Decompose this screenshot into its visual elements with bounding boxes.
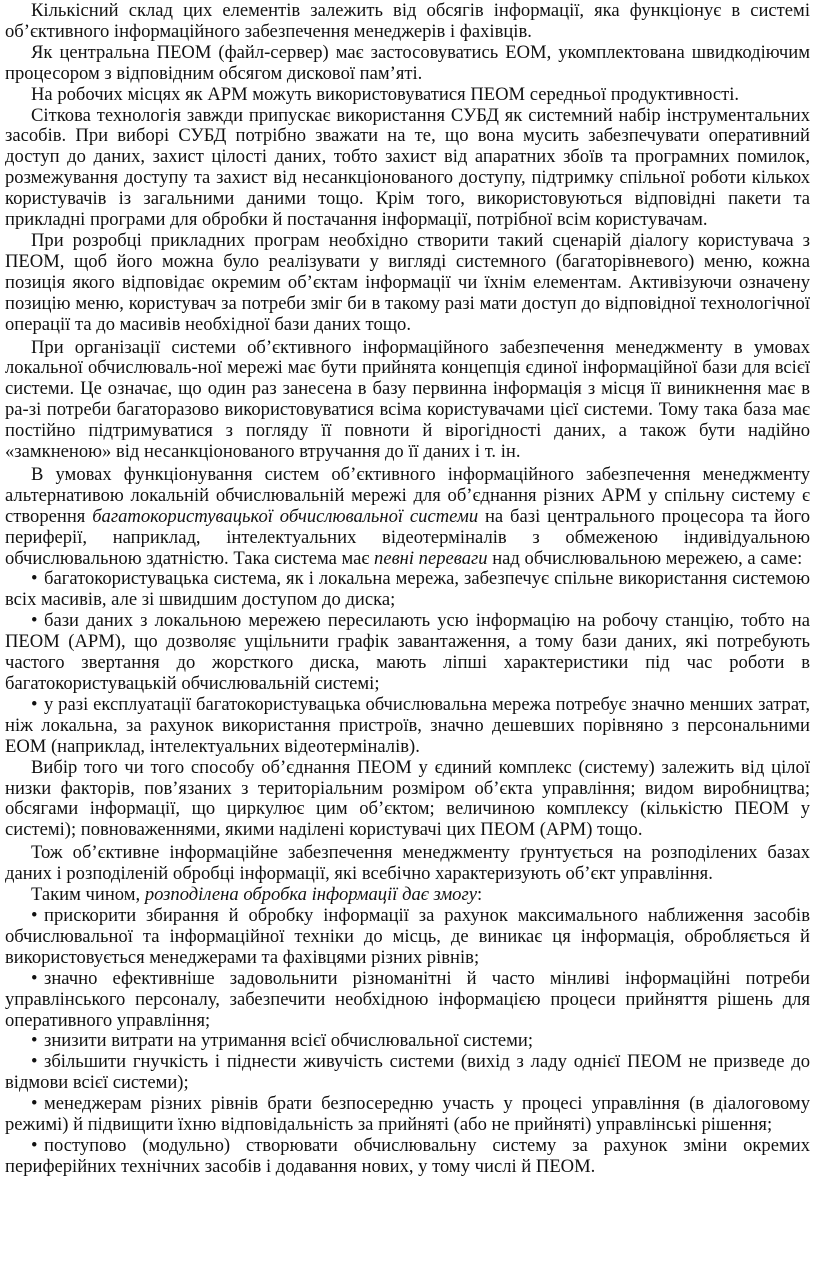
- bullet-item: [5, 1136, 810, 1178]
- bullet-text: менеджерам різних рівнів брати безпосередню участь у процесі управління (в діалоговому режимі) й підвищити їхню відповідальність за прийняті (або не прийняті) управлінські рішення;: [5, 1093, 810, 1136]
- bullet-icon: •: [31, 693, 38, 715]
- bullet-item: [5, 569, 810, 611]
- paragraph: Як центральна ПЕОМ (файл-сервер) має застосовуватись ЕОМ, укомплектована швидкодіючим процесором з відповідним обсягом дискової пам’яті.: [5, 41, 810, 84]
- bullet-text: багатокористувацька система, як і локальна мережа, забезпечує спільне використання системою всіх масивів, але зі швидшим доступом до диска;: [5, 568, 810, 611]
- bullet-icon: •: [31, 610, 38, 632]
- paragraph: На робочих місцях як АРМ можуть використовуватися ПЕОМ середньої продуктивності.: [31, 83, 740, 105]
- bullet-icon: •: [31, 1093, 38, 1115]
- bullet-icon: •: [31, 568, 38, 590]
- bullet-text: у разі експлуатації багатокористувацька обчислювальна мережа потребує значно менших затрат, ніж локальна, за рахунок використання пристроїв, значно дешевших порівняно з персональними ЕОМ (наприклад, інтелектуальних відеотерміналів).: [5, 693, 810, 757]
- bullet-icon: •: [31, 967, 38, 989]
- bullet-icon: •: [31, 1134, 38, 1156]
- bullet-item: [5, 1094, 810, 1136]
- italic-term: багатокористувацької обчислювальної системи: [92, 505, 479, 527]
- bullet-item: [5, 695, 810, 758]
- bullet-text: значно ефективніше задовольнити різноманітні й часто мінливі інформаційні потреби управлінського персоналу, забезпечити необхідною інформацією процеси прийняття рішень для оперативного управління;: [5, 967, 810, 1031]
- bullet-text: збільшити гнучкість і піднести живучість системи (вихід з ладу однієї ПЕОМ не призведе до відмови всієї системи);: [5, 1051, 810, 1094]
- bullet-text: знизити витрати на утримання всієї обчислювальної системи;: [44, 1030, 534, 1052]
- bullet-item: [5, 906, 810, 969]
- italic-term: певні переваги: [374, 547, 488, 569]
- bullet-icon: •: [31, 904, 38, 926]
- text-run: В умовах функціонування систем об’єктивного інформаційного забезпечення менеджменту альтернативою локальній обчислювальній мережі для об’єднання різних АРМ у спільну систему є створення: [5, 463, 810, 527]
- text-run: на базі центрального процесора та його периферії, наприклад, інтелектуальних відеотерміналів з обмеженою індивідуальною обчислювальною здатністю. Така система має: [5, 505, 811, 569]
- paragraph: Сіткова технологія завжди припускає використання СУБД як системний набір інструментальних засобів. При виборі СУБД потрібно зважати на те, що вона мусить забезпечувати оперативний доступ до даних, захист цілості даних, тобто захист від апаратних збоїв та програмних помилок, розмежування доступу та захист від несанкціонованого доступу, підтримку спільної роботи кількох користувачів із загальними даними тощо. Крім того, використовуються відповідні пакети та прикладні програми для обробки й постачання інформації, потрібної всім користувачам.: [5, 104, 810, 231]
- paragraph: Кількісний склад цих елементів залежить від обсягів інформації, яка функціонує в системі об’єктивного інформаційного забезпечення менеджерів і фахівців.: [5, 0, 810, 42]
- bullet-text: бази даних з локальною мережею пересилають усю інформацію на робочу станцію, тобто на ПЕОМ (АРМ), що дозволяє ущільнити графік завантаження, а тому бази даних, які потребують частого звертання до жорсткого диска, мають ліпші характеристики під час роботи в багатокористувацькій обчислювальній системі;: [5, 610, 810, 694]
- bullet-icon: •: [31, 1051, 38, 1073]
- bullet-item: [5, 969, 810, 1032]
- bullet-text: прискорити збирання й обробку інформації за рахунок максимального наближення засобів обчислювальної та інформаційної техніки до місць, де виникає ця інформація, обробляється й використовується менеджерами та фахівцями різних рівнів;: [5, 904, 810, 968]
- bullet-item: [5, 611, 810, 695]
- italic-term: розподілена обробка інформації дає змогу: [144, 884, 477, 906]
- paragraph: При розробці прикладних програм необхідно створити такий сценарій діалогу користувача з ПЕОМ, щоб його можна було реалізувати у вигляді системного (багаторівневого) меню, кожна позиція якого відповідає окремим об’єктам інформації чи їхнім елементам. Активізуючи означену позицію меню, користувач за потреби зміг би в такому разі мати доступ до відповідної технологічної операції та до масивів необхідної бази даних тощо.: [5, 229, 810, 335]
- text-run: Таким чином,: [31, 884, 145, 906]
- bullet-text: поступово (модульно) створювати обчислювальну систему за рахунок зміни окремих периферійних технічних засобів і додавання нових, у тому числі й ПЕОМ.: [5, 1134, 810, 1177]
- text-run: над обчислювальною мережею, а саме:: [487, 547, 803, 569]
- text-run: :: [476, 884, 483, 906]
- bullet-icon: •: [31, 1030, 38, 1052]
- paragraph: [5, 465, 810, 570]
- paragraph: При організації системи об’єктивного інформаційного забезпечення менеджменту в умовах локальної обчислюваль-ної мережі має бути прийнята концепція єдиної інформаційної бази для всієї системи. Це означає, що один раз занесена в базу первинна інформація з місця її виникнення має в ра-зі потреби багаторазово використовуватися всіма користувачами цієї системи. Тому така база має постійно підтримуватися з погляду її повноти й вірогідності даних, а також бути надійно «замкненою» від несанкціонованого втручання до її даних і т. ін.: [5, 336, 810, 463]
- bullet-item: [5, 1031, 810, 1052]
- paragraph: [5, 885, 810, 906]
- paragraph: Вибір того чи того способу об’єднання ПЕОМ у єдиний комплекс (систему) залежить від цілої низки факторів, пов’язаних з територіальним розміром об’єкта управління; видом виробництва; обсягами інформації, що циркулює цим об’єктом; величиною комплексу (кількістю ПЕОМ у системі); повноваженнями, якими наділені користувачі цих ПЕОМ (АРМ) тощо.: [5, 756, 810, 841]
- paragraph: Тож об’єктивне інформаційне забезпечення менеджменту ґрунтується на розподілених базах даних і розподіленій обробці інформації, які всебічно характеризують об’єкт управління.: [5, 842, 810, 885]
- bullet-item: [5, 1052, 810, 1094]
